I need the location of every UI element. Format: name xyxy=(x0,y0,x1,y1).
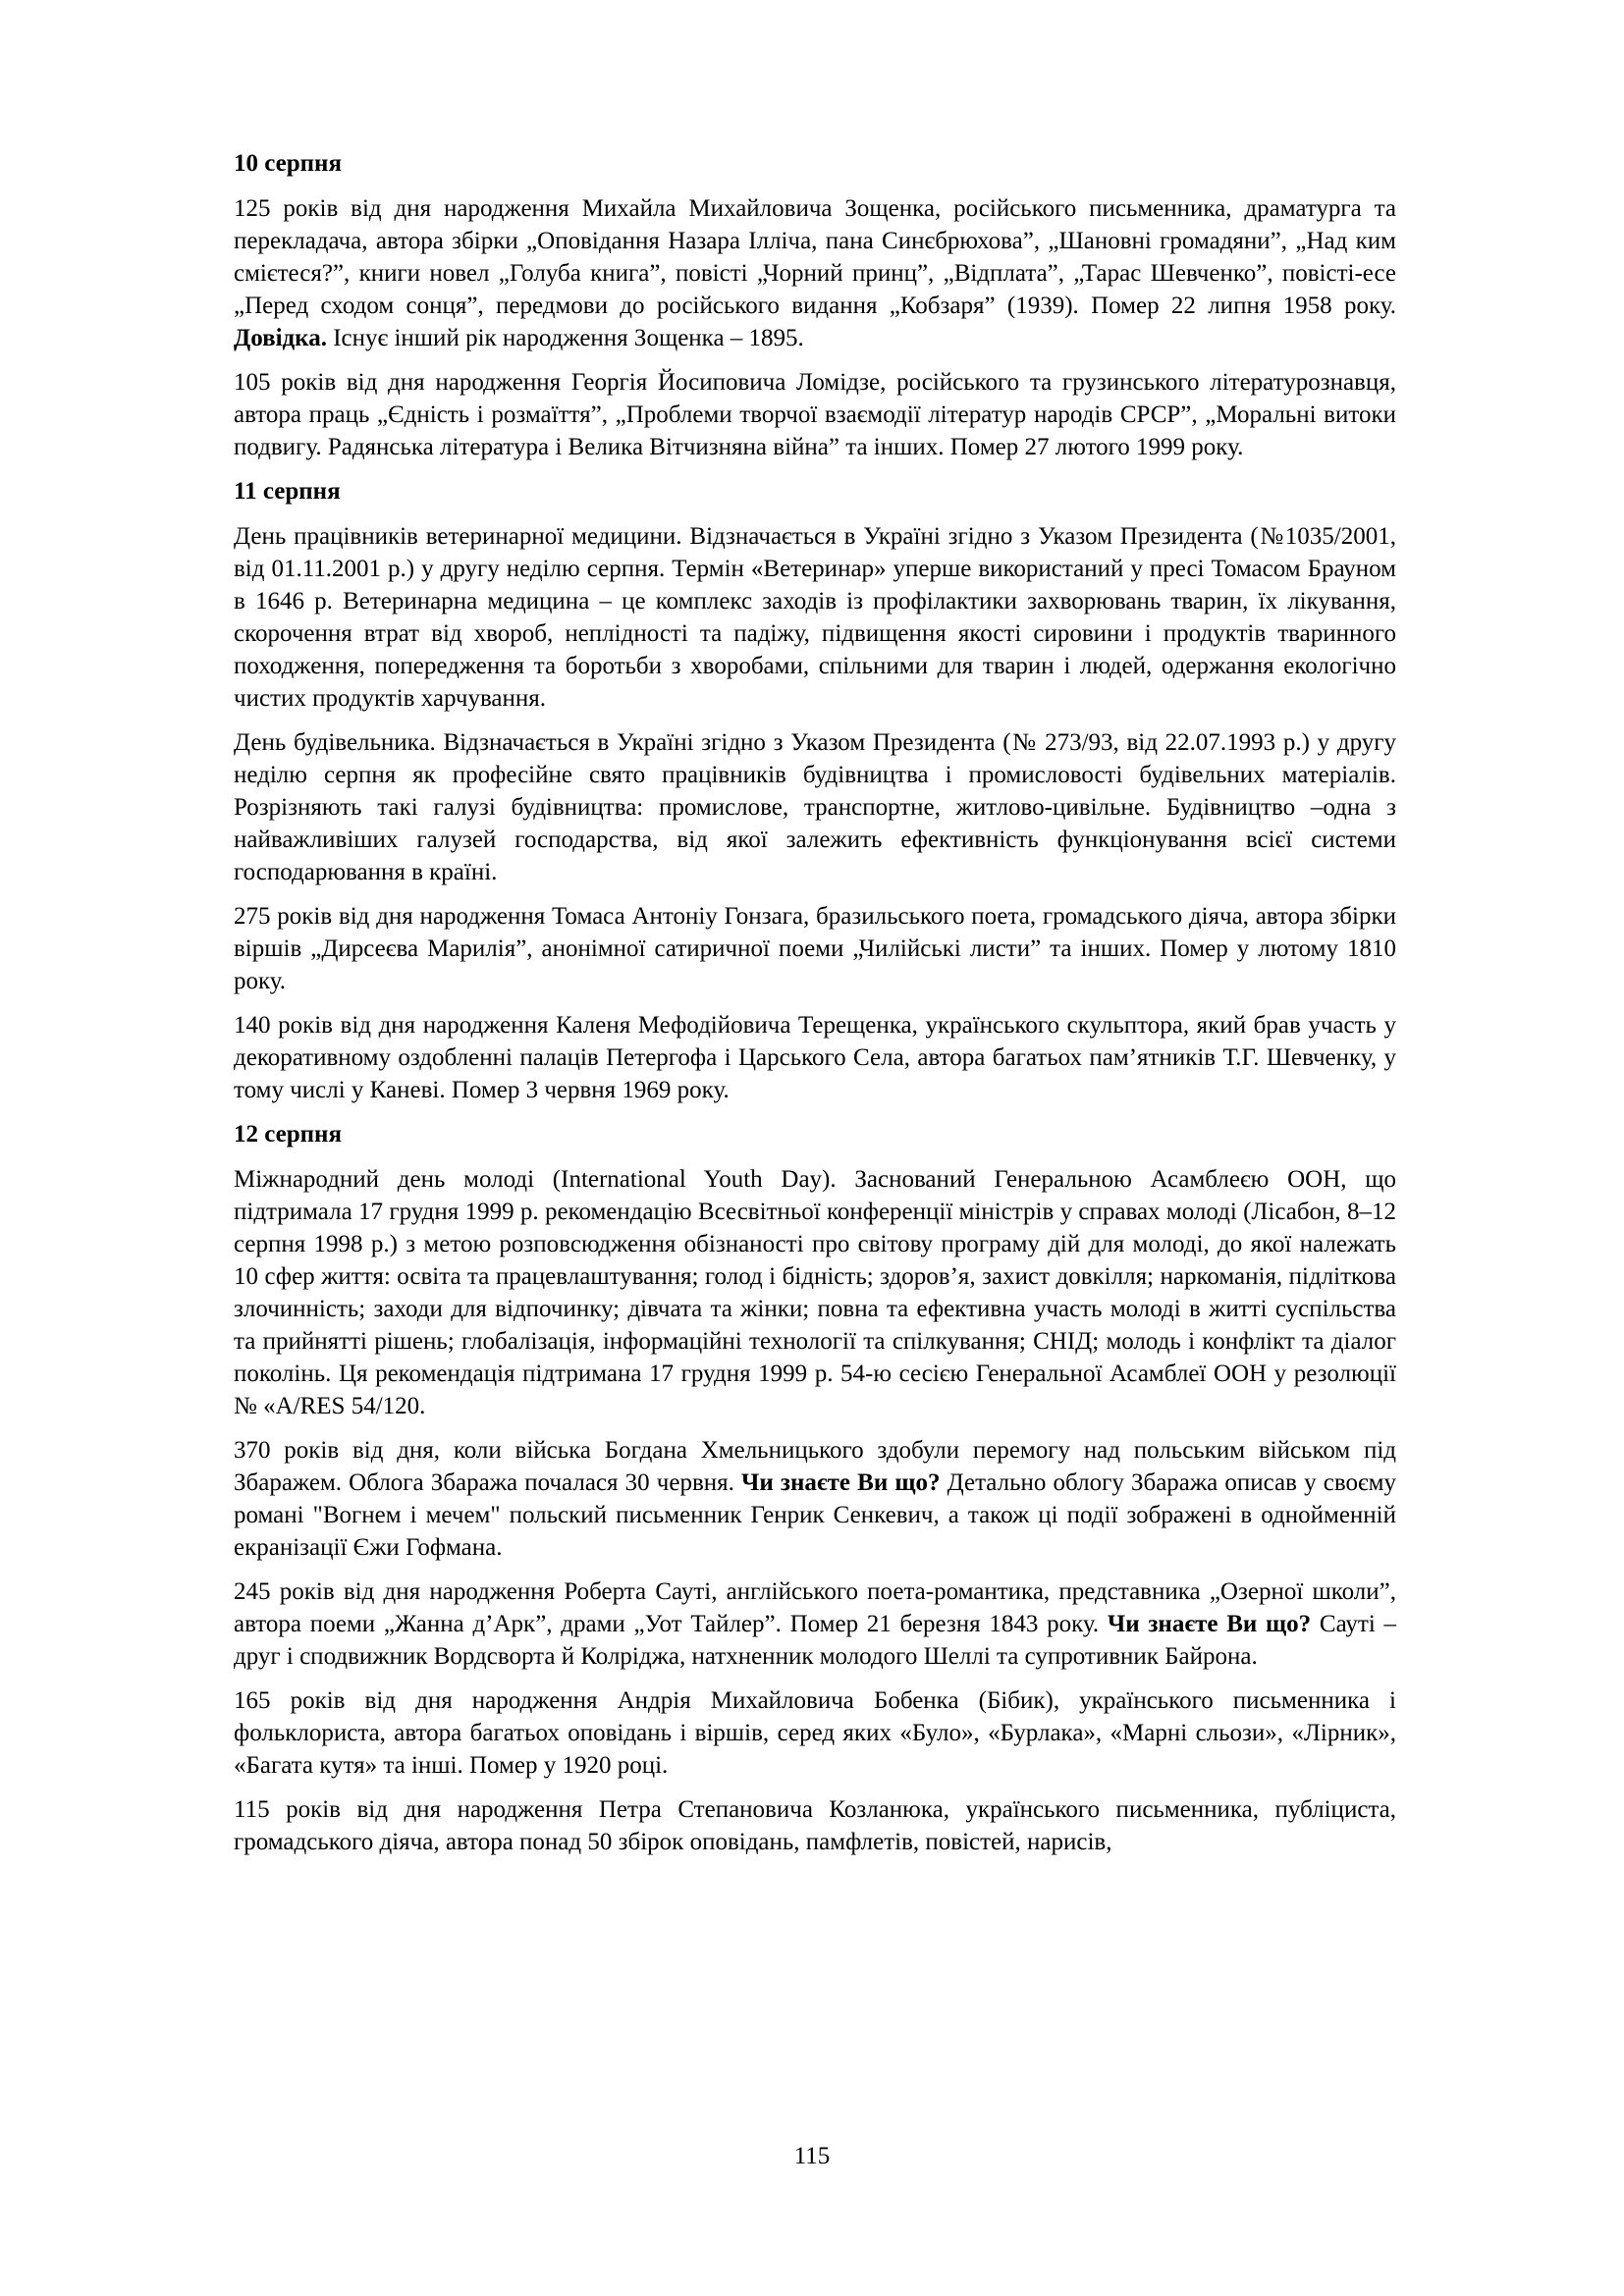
entry-text: Міжнародний день молоді (International Youth Day). Заснований Генеральною Асамблеєю ООН, що підтримала 17 грудня 1999 р. рекомендацію Всесвітньої конференції міністрів у справах молоді (Лісабон, 8–12 серпня 1998 р.) з метою розповсюдження обізнаності про світову програму дій для молоді, до якої належать 10 сфер життя: освіта та працевлаштування; голод і бідність; здоров’я, захист довкілля; наркоманія, підліткова злочинність; заходи для відпочинку; дівчата та жінки; повна та ефективна участь молоді в житті суспільства та прийнятті рішень; глобалізація, інформаційні технології та спілкування; СНІД; молодь і конфлікт та діалог поколінь. Ця рекомендація підтримана 17 грудня 1999 р. 54-ю сесією Генеральної Асамблеї ООН у резолюції № «A/RES 54/120. xyxy=(234,1166,1396,1419)
page-content xyxy=(234,147,1396,1870)
entry-text: Існує інший рік народження Зощенка – 1895. xyxy=(326,325,804,351)
entry-text: 275 років від дня народження Томаса Антоніу Гонзага, бразильського поета, громадського діяча, автора збірки віршів „Дирсеєва Марилія”, анонімної сатиричної поеми „Чилійські листи” та інших. Помер у лютому 1810 року. xyxy=(234,903,1396,994)
entry-gonzaga xyxy=(234,900,1396,997)
did-you-know-label: Чи знаєте Ви що? xyxy=(741,1469,941,1496)
reference-label: Довідка. xyxy=(234,325,327,351)
entry-kozlaniuk xyxy=(234,1793,1396,1858)
entry-text: Детально облогу Збаража описав у своєму романі "Вогнем і мечем" польский письменник Генрик Сенкевич, а також ці події зображені в однойменній екранізації Єжи Гофмана. xyxy=(234,1469,1397,1561)
entry-text: День працівників ветеринарної медицини. Відзначається в Україні згідно з Указом Президента (№1035/2001, від 01.11.2001 р.) у другу неділю серпня. Термін «Ветеринар» уперше використаний у пресі Томасом Брауном в 1646 р. Ветеринарна медицина – це комплекс заходів із профілактики захворювань тварин, їх лікування, скорочення втрат від хвороб, неплідності та падіжу, підвищення якості сировини і продуктів тваринного походження, попередження та боротьби з хворобами, спільними для тварин і людей, одержання екологічно чистих продуктів харчування. xyxy=(234,523,1396,712)
did-you-know-label: Чи знаєте Ви що? xyxy=(1107,1611,1312,1637)
entry-southey xyxy=(234,1575,1396,1673)
date-heading: 10 серпня xyxy=(234,150,342,177)
entry-text: 105 років від дня народження Георгія Йосиповича Ломідзе, російського та грузинського літературознавця, автора праць „Єдність і розмаїття”, „Проблеми творчої взаємодії літератур народів СРСР”, „Моральні витоки подвигу. Радянська література і Велика Вітчизняна війна” та інших. Помер 27 лютого 1999 року. xyxy=(234,369,1396,460)
date-heading: 11 серпня xyxy=(234,478,341,505)
entry-tereshchenko xyxy=(234,1009,1396,1106)
entry-text: 140 років від дня народження Каленя Мефодійовича Терещенка, українського скульптора, який брав участь у декоративному оздобленні палаців Петергофа і Царського Села, автора багатьох пам’ятників Т.Г. Шевченку, у тому числі у Каневі. Помер 3 червня 1969 року. xyxy=(234,1012,1396,1103)
section-august-10 xyxy=(234,147,1396,463)
entry-veterinary-day xyxy=(234,520,1396,715)
entry-builder-day xyxy=(234,726,1396,888)
entry-lomidze xyxy=(234,366,1396,463)
entry-text: 115 років від дня народження Петра Степановича Козланюка, українського письменника, публіциста, громадського діяча, автора понад 50 збірок оповідань, памфлетів, повістей, нарисів, xyxy=(234,1796,1396,1855)
entry-zoshchenko xyxy=(234,192,1396,354)
entry-zbarazh xyxy=(234,1434,1396,1564)
entry-text: Сауті – друг і сподвижник Вордсворта й Колріджа, натхненник молодого Шеллі та супротивник Байрона. xyxy=(234,1611,1397,1670)
entry-bobenko xyxy=(234,1684,1396,1782)
entry-text: 165 років від дня народження Андрія Михайловича Бобенка (Бібик), українського письменника і фольклориста, автора багатьох оповідань і віршів, серед яких «Було», «Бурлака», «Марні сльози», «Лірник», «Багата кутя» та інші. Помер у 1920 році. xyxy=(234,1687,1396,1779)
entry-text: 370 років від дня, коли війська Богдана Хмельницького здобули перемогу над польським військом під Збаражем. Облога Збаража почалася 30 червня. xyxy=(234,1437,1396,1496)
section-august-11 xyxy=(234,475,1396,1106)
entry-text: День будівельника. Відзначається в Україні згідно з Указом Президента (№ 273/93, від 22.07.1993 р.) у другу неділю серпня як професійне свято працівників будівництва і промисловості будівельних матеріалів. Розрізняють такі галузі будівництва: промислове, транспортне, житлово-цивільне. Будівництво –одна з найважливіших галузей господарства, від якої залежить ефективність функціонування всієї системи господарювання в країні. xyxy=(234,729,1396,885)
page-number: 115 xyxy=(793,2143,831,2169)
entry-text: 245 років від дня народження Роберта Сауті, англійського поета-романтика, представника „Озерної школи”, автора поеми „Жанна д’Арк”, драми „Уот Тайлер”. Помер 21 березня 1843 року. xyxy=(234,1578,1396,1637)
entry-youth-day xyxy=(234,1163,1396,1422)
entry-text: 125 років від дня народження Михайла Михайловича Зощенка, російського письменника, драматурга та перекладача, автора збірки „Оповідання Назара Ілліча, пана Синєбрюхова”, „Шановні громадяни”, „Над ким смієтеся?”, книги новел „Голуба книга”, повісті „Чорний принц”, „Відплата”, „Тарас Шевченко”, повісті-есе „Перед сходом сонця”, передмови до російського видання „Кобзаря” (1939). Помер 22 липня 1958 року. xyxy=(234,195,1396,319)
section-august-12 xyxy=(234,1118,1396,1858)
date-heading: 12 серпня xyxy=(234,1121,342,1148)
